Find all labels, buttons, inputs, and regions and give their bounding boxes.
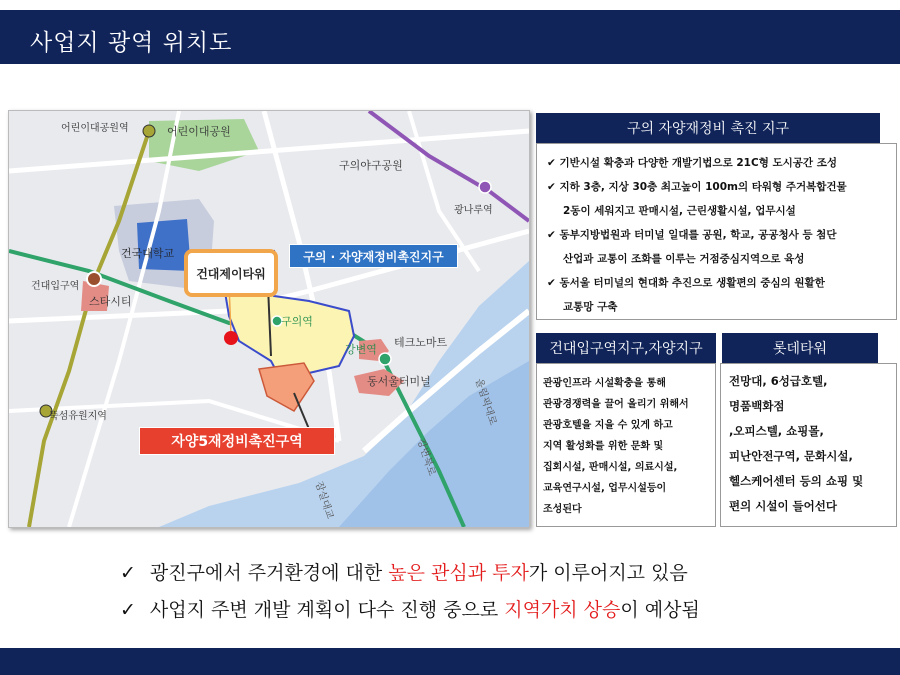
lotte-line-3: ,오피스텔, 쇼핑몰, (729, 424, 824, 438)
check-icon: ✔ (547, 277, 556, 289)
konkuk-line-3: 관광호텔을 지을 수 있게 하고 (543, 420, 673, 431)
footer-bar (0, 648, 900, 675)
konkuk-line-1: 관광인프라 시설확충을 통해 (543, 378, 666, 389)
summary-line-2 (120, 595, 700, 622)
konkuk-line-2: 관광경쟁력을 끌어 올리기 위해서 (543, 399, 689, 410)
map-label-guui-baseball-park: 구의야구공원 (339, 159, 403, 172)
map-label-techno-mart: 테크노마트 (394, 336, 448, 349)
map-graphic (9, 111, 529, 527)
panel-guui-body (536, 143, 897, 320)
lotte-line-6: 편의 시설이 들어선다 (729, 499, 837, 513)
panel-lotte-title: 롯데타워 (722, 333, 878, 363)
checkmark-icon: ✓ (120, 599, 136, 621)
map-label-east-seoul-terminal: 동서울터미널 (367, 375, 431, 388)
guui-line-3: 2동이 세워지고 판매시설, 근린생활시설, 업무시설 (563, 205, 796, 217)
guui-line-5: 산업과 교통이 조화를 이루는 거점중심지역으로 육성 (563, 253, 805, 265)
callout-jayang5: 자양5재정비촉진구역 (139, 427, 335, 455)
checkmark-icon: ✓ (120, 562, 136, 584)
summary-1-highlight: 높은 관심과 투자 (388, 562, 529, 584)
check-icon: ✔ (547, 157, 556, 169)
page-title: 사업지 광역 위치도 (30, 30, 233, 56)
panel-lotte-body (720, 363, 897, 527)
header-bar (0, 10, 900, 64)
guui-line-4 (547, 227, 836, 242)
guui-line-2 (547, 179, 847, 194)
lotte-line-4: 피난안전구역, 문화시설, (729, 449, 853, 463)
konkuk-line-5: 집회시설, 판매시설, 의료시설, (543, 462, 678, 473)
map-label-olympic-road: 올림픽대로 (472, 377, 499, 427)
summary-2-highlight: 지역가치 상승 (504, 599, 621, 621)
guui-line-4-text: 동부지방법원과 터미널 일대를 공원, 학교, 공공청사 등 첨단 (559, 229, 837, 241)
panel-guui-title: 구의 자양재정비 촉진 지구 (536, 113, 880, 143)
konkuk-line-6: 교육연구시설, 업무시설등이 (543, 483, 667, 494)
panel-konkuk-title: 건대입구역지구,자양지구 (536, 333, 716, 363)
guui-line-6-text: 동서울 터미널의 현대화 추진으로 생활편의 중심의 원활한 (559, 277, 825, 289)
callout-guui-district: 구의 · 자양재정비촉진지구 (289, 244, 458, 268)
lotte-line-2: 명품백화점 (729, 399, 785, 413)
lotte-line-5: 헬스케어센터 등의 쇼핑 및 (729, 474, 864, 488)
guui-line-1 (547, 155, 837, 170)
summary-2-post: 이 예상됨 (620, 599, 700, 621)
map-label-gangbyeon-station: 강변역 (345, 343, 377, 356)
map-label-guui-station: 구의역 (281, 315, 313, 328)
summary-2-pre: 사업지 주변 개발 계획이 다수 진행 중으로 (149, 599, 505, 621)
summary-1-post: 가 이루어지고 있음 (528, 562, 688, 584)
summary-1-pre: 광진구에서 주거환경에 대한 (149, 562, 389, 584)
map-label-gwangnaru-station: 광나루역 (454, 205, 493, 216)
map-label-childrens-park: 어린이대공원 (167, 125, 231, 138)
check-icon: ✔ (547, 181, 556, 193)
panel-konkuk-body (536, 363, 716, 527)
lotte-line-1: 전망대, 6성급호텔, (729, 374, 828, 388)
callout-tower: 건대제이타워 (184, 249, 278, 297)
location-map (8, 110, 530, 528)
map-label-konkuk-univ: 건국대학교 (121, 247, 175, 260)
map-label-gangbyeon-road: 강변북로 (414, 437, 438, 478)
guui-line-7: 교통망 구축 (563, 301, 618, 313)
map-label-konkuk-station: 건대입구역 (31, 281, 80, 292)
map-label-ttukseom-station: 뚝섬유원지역 (49, 411, 107, 422)
konkuk-line-7: 조성된다 (543, 504, 582, 515)
check-icon: ✔ (547, 229, 556, 241)
summary-line-1 (120, 558, 688, 585)
map-label-childrens-park-station: 어린이대공원역 (61, 123, 129, 134)
konkuk-line-4: 지역 활성화를 위한 문화 및 (543, 441, 664, 452)
guui-line-2-text: 지하 3층, 지상 30층 최고높이 100m의 타워형 주거복합건물 (559, 181, 847, 193)
guui-line-1-text: 기반시설 확충과 다양한 개발기법으로 21C형 도시공간 조성 (559, 157, 838, 169)
guui-line-6 (547, 275, 825, 290)
map-label-jamsil-bridge: 잠실대교 (312, 480, 336, 521)
map-label-star-city: 스타시티 (89, 295, 132, 308)
